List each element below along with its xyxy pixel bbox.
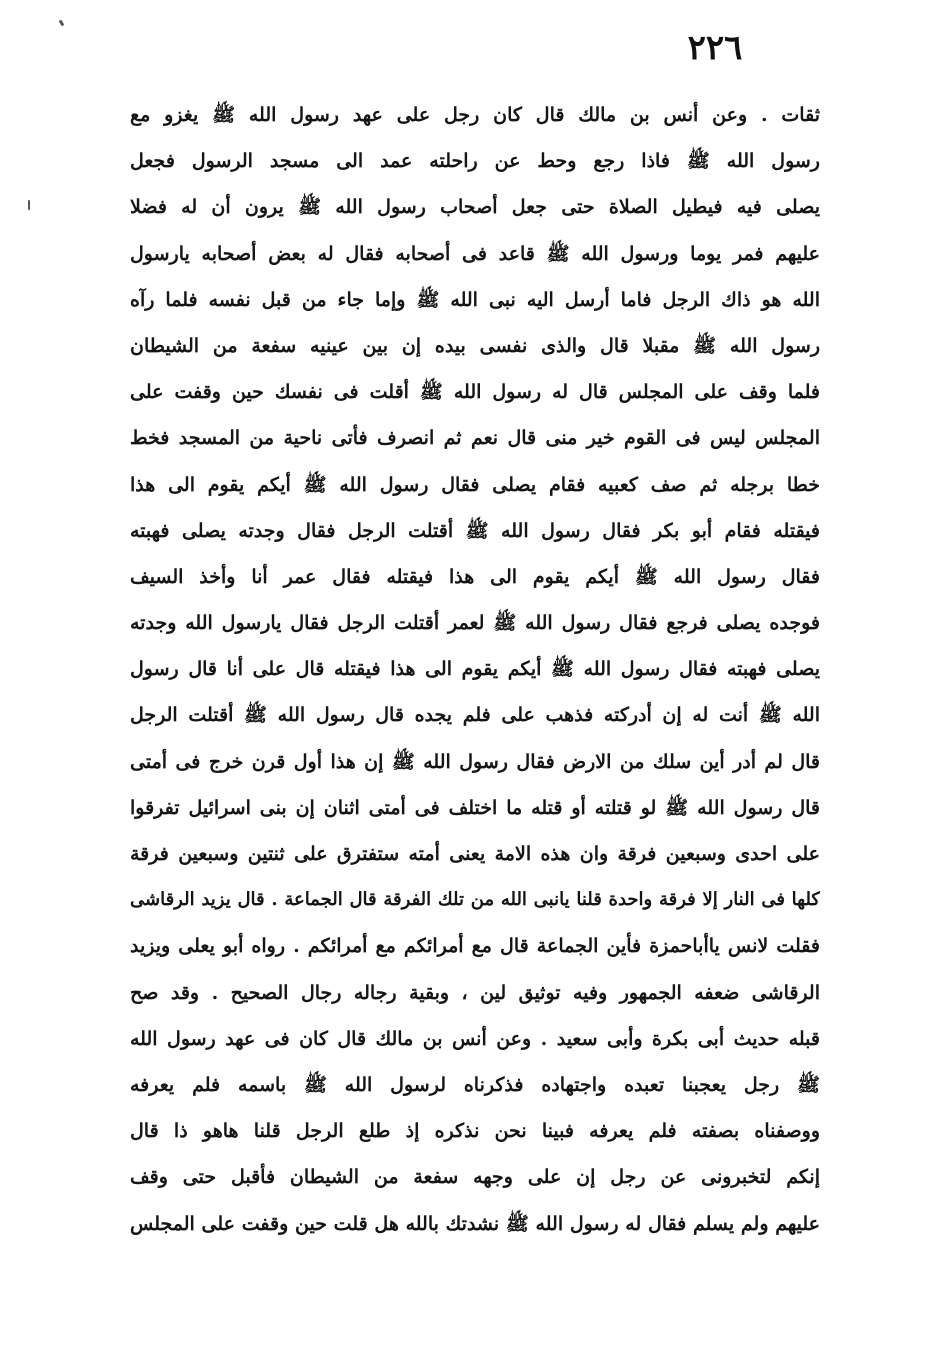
text-line: ثقات . وعن أنس بن مالك قال كان رجل على عهد رسول الله ﷺ يغزو مع — [130, 104, 820, 126]
scan-speck — [28, 200, 30, 210]
text-line: الله هو ذاك الرجل فاما أرسل اليه نبى الله ﷺ وإما جاء من قبل نفسه فلما رآه — [130, 288, 820, 311]
text-line: فقال رسول الله ﷺ أيكم يقوم الى هذا فيقتله فقال عمر أنا وأخذ السيف — [130, 565, 820, 588]
text-line: خطا برجله ثم صف كعبيه فقام يصلى فقال رسول الله ﷺ أيكم يقوم الى هذا — [130, 473, 820, 496]
text-line: قال رسول الله ﷺ لو قتلته أو قتله ما اختلف فى أمتى اثنان إن بنى اسرائيل تفرقوا — [130, 796, 820, 819]
text-line: قبله حديث أبى بكرة وأبى سعيد . وعن أنس بن مالك قال كان فى عهد رسول الله — [130, 1027, 820, 1050]
text-line: عليهم فمر يوما ورسول الله ﷺ قاعد فى أصحابه فقال له بعض أصحابه يارسول — [130, 242, 820, 265]
text-line: عليهم ولم يسلم فقال له رسول الله ﷺ نشدتك بالله هل قلت حين وقفت على المجلس — [130, 1212, 820, 1235]
text-line: الرقاشى ضعفه الجمهور وفيه توثيق لين ، وبقية رجاله رجال الصحيح . وقد صح — [130, 981, 820, 1004]
text-line: يصلى فيه فيطيل الصلاة حتى جعل أصحاب رسول الله ﷺ يرون أن له فضلا — [130, 196, 820, 219]
text-line: على احدى وسبعين فرقة وان هذه الامة يعنى أمته ستفترق على ثنتين وسبعين فرقة — [130, 843, 820, 865]
text-line: فيقتله فقام أبو بكر فقال رسول الله ﷺ أقتلت الرجل فقال وجدته يصلى فهبته — [130, 519, 820, 542]
text-line: قال لم أدر أين سلك من الارض فقال رسول الله ﷺ إن هذا أول قرن خرج فى أمتى — [130, 750, 820, 773]
text-line: فقلت لانس ياأباحمزة فأين الجماعة قال مع أمرائكم مع أمرائكم . رواه أبو يعلى ويزيد — [130, 935, 820, 958]
text-line: رسول الله ﷺ مقبلا قال والذى نفسى بيده إن بين عينيه سفعة من الشيطان — [130, 334, 820, 357]
text-line: يصلى فهبته فقال رسول الله ﷺ أيكم يقوم الى هذا فيقتله قال على أنا قال رسول — [130, 658, 820, 681]
text-line: فوجده يصلى فرجع فقال رسول الله ﷺ لعمر أقتلت الرجل فقال يارسول الله وجدته — [130, 612, 820, 635]
text-line: الله ﷺ أنت له إن أدركته فذهب على فلم يجده قال رسول الله ﷺ أقتلت الرجل — [130, 704, 820, 727]
scan-speck — [59, 20, 65, 27]
text-line: رسول الله ﷺ فاذا رجع وحط عن راحلته عمد الى مسجد الرسول فجعل — [130, 150, 820, 173]
text-line: كلها فى النار إلا فرقة واحدة قلنا يانبى الله من تلك الفرقة قال الجماعة . قال يزيد الرقاشى — [130, 889, 820, 911]
text-line: فلما وقف على المجلس قال له رسول الله ﷺ أقلت فى نفسك حين وقفت على — [130, 381, 820, 404]
body-text — [130, 92, 820, 1247]
text-line: ﷺ رجل يعجبنا تعبده واجتهاده فذكرناه لرسول الله ﷺ باسمه فلم يعرفه — [130, 1073, 820, 1096]
text-line: المجلس ليس فى القوم خير منى قال نعم ثم انصرف فأتى ناحية من المسجد فخط — [130, 427, 820, 450]
page-number: ٢٢٦ — [687, 28, 743, 68]
text-line: ووصفناه بصفته فلم يعرفه فبينا نحن نذكره إذ طلع الرجل قلنا هاهو ذا قال — [130, 1120, 820, 1143]
text-line: إنكم لتخبرونى عن رجل إن على وجهه سفعة من الشيطان فأقبل حتى وقف — [130, 1166, 820, 1189]
